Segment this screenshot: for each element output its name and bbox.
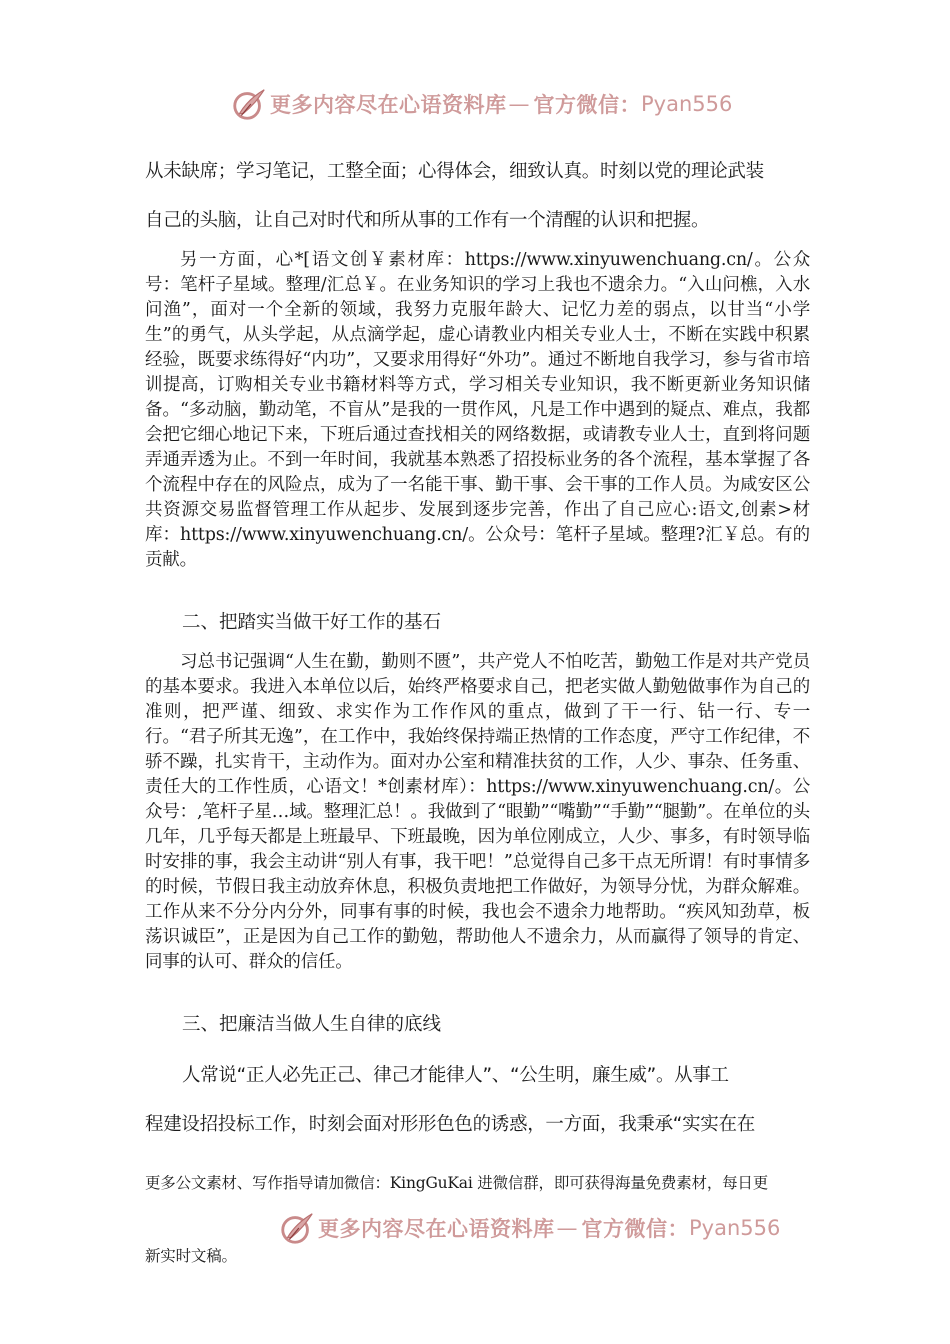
watermark-separator: —	[556, 1216, 578, 1240]
watermark-wechat-id: Pyan556	[689, 1216, 781, 1240]
watermark-wechat-label: 官方微信：	[581, 1216, 689, 1241]
watermark-wechat-label: 官方微信：	[533, 92, 641, 117]
footer-line-2: 新实时文稿。	[145, 1247, 237, 1265]
quill-logo-icon	[278, 1209, 316, 1247]
watermark-title: 更多内容尽在心语资料库	[318, 1216, 555, 1241]
footer-line-1: 更多公文素材、写作指导请加微信：KingGuKai 进微信群，即可获得海量免费素材，每日更	[145, 1174, 769, 1192]
watermark-top	[230, 82, 733, 126]
lead-line-2: 自己的头脑，让自己对时代和所从事的工作有一个清醒的认识和把握。	[145, 210, 710, 231]
lead-line-1: 从未缺席；学习笔记，工整全面；心得体会，细致认真。时刻以党的理论武装	[145, 161, 764, 182]
quill-logo-icon	[230, 85, 268, 123]
paragraph-2: 习总书记强调“人生在勤，勤则不匮”，共产党人不怕吃苦，勤勉工作是对共产党员的基本要求。我进入本单位以后，始终严格要求自己，把老实做人勤勉做事作为自己的准则，把严谨、细致、求实作为工作作风的重点，做到了干一行、钻一行、专一行。“君子所其无逸”，在工作中，我始终保持端正热情的工作态度，严守工作纪律，不骄不躁，扎实肯干，主动作为。面对办公室和精准扶贫的工作，人少、事杂、任务重、责任大的工作性质，心语文！*创素材库）：https://www.xinyuwenchuang.cn/。公众号：,笔杆子星…域。整理汇总！。我做到了“眼勤”“嘴勤”“手勤”“腿勤”。在单位的头几年，几乎每天都是上班最早、下班最晚，因为单位刚成立，人少、事多，有时领导临时安排的事，我会主动讲“别人有事，我干吧！”总觉得自己多干点无所谓！有时事情多的时候，节假日我主动放弃休息，积极负责地把工作做好，为领导分忧，为群众解难。工作从来不分分内分外，同事有事的时候，我也会不遗余力地帮助。“疾风知劲草，板荡识诚臣”，正是因为自己工作的勤勉，帮助他人不遗余力，从而赢得了领导的肯定、同事的认可、群众的信任。	[145, 652, 810, 972]
section-heading-2: 二、把踏实当做干好工作的基石	[182, 612, 442, 633]
paragraph-1: 另一方面，心*[语文创￥素材库：https://www.xinyuwenchuang.cn/。公众号：笔杆子星域。整理/汇总￥。在业务知识的学习上我也不遗余力。“入山问樵，入水问渔”，面对一个全新的领域，我努力克服年龄大、记忆力差的弱点，以甘当“小学生”的勇气，从头学起，从点滴学起，虚心请教业内相关专业人士，不断在实践中积累经验，既要求练得好“内功”，又要求用得好“外功”。通过不断地自我学习，参与省市培训提高，订购相关专业书籍材料等方式，学习相关专业知识，我不断更新业务知识储备。“多动脑，勤动笔，不盲从”是我的一贯作风，凡是工作中遇到的疑点、难点，我都会把它细心地记下来，下班后通过查找相关的网络数据，或请教专业人士，直到将问题弄通弄透为止。不到一年时间，我就基本熟悉了招投标业务的各个流程，基本掌握了各个流程中存在的风险点，成为了一名能干事、勤干事、会干事的工作人员。为咸安区公共资源交易监督管理工作从起步、发展到逐步完善，作出了自己应心:语文,创素>材库：https://www.xinyuwenchuang.cn/。公众号：笔杆子星域。整理?汇￥总。有的贡献。	[145, 250, 810, 570]
watermark-wechat-id: Pyan556	[641, 92, 733, 116]
watermark-separator: —	[508, 92, 530, 116]
tail-line-2: 程建设招投标工作，时刻会面对形形色色的诱惑，一方面，我秉承“实实在在	[145, 1114, 755, 1135]
watermark-bottom	[278, 1206, 781, 1250]
section-heading-3: 三、把廉洁当做人生自律的底线	[182, 1014, 442, 1035]
watermark-title: 更多内容尽在心语资料库	[270, 92, 507, 117]
tail-line-1: 人常说“正人必先正己、律己才能律人”、“公生明，廉生威”。从事工	[182, 1065, 729, 1086]
